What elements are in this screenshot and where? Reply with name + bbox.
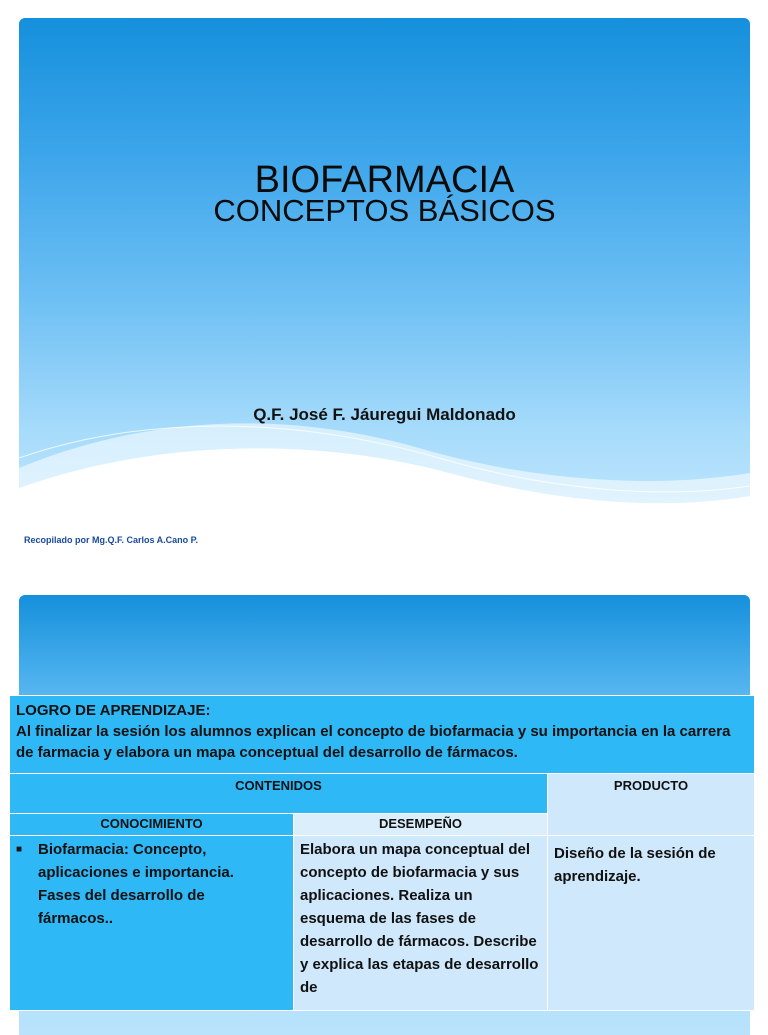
learning-goal-heading: LOGRO DE APRENDIZAJE: bbox=[16, 702, 211, 719]
desempeno-header: DESEMPEÑO bbox=[294, 814, 548, 836]
learning-goal-text: Al finalizar la sesión los alumnos explican el concepto de biofarmacia y su importancia en la carrera de farmacia y elabora un mapa conceptual del desarrollo de fármacos. bbox=[16, 723, 731, 761]
title-slide bbox=[19, 18, 750, 532]
producto-cell: Diseño de la sesión de aprendizaje. bbox=[548, 836, 755, 1011]
producto-header: PRODUCTO bbox=[548, 774, 755, 836]
wave-decoration bbox=[19, 18, 750, 532]
credit-text: Recopilado por Mg.Q.F. Carlos A.Cano P. bbox=[24, 535, 199, 545]
author-name: Q.F. José F. Jáuregui Maldonado bbox=[253, 405, 516, 424]
conocimiento-item: Biofarmacia: Concepto, aplicaciones e importancia. Fases del desarrollo de fármacos.. bbox=[38, 841, 234, 927]
desempeno-cell: Elabora un mapa conceptual del concepto de biofarmacia y sus aplicaciones. Realiza un esquema de las fases de desarrollo de fármacos. Describe y explica las etapas de desarrollo de bbox=[294, 836, 548, 1011]
learning-goal-cell bbox=[10, 696, 755, 774]
conocimiento-cell bbox=[10, 836, 294, 1011]
slide-title: BIOFARMACIA bbox=[254, 159, 515, 201]
learning-table bbox=[9, 695, 755, 1011]
slide-subtitle: CONCEPTOS BÁSICOS bbox=[213, 193, 556, 228]
conocimiento-header: CONOCIMIENTO bbox=[10, 814, 294, 836]
bullet-square-icon: ■ bbox=[16, 844, 23, 855]
contenidos-header: CONTENIDOS bbox=[10, 774, 548, 814]
